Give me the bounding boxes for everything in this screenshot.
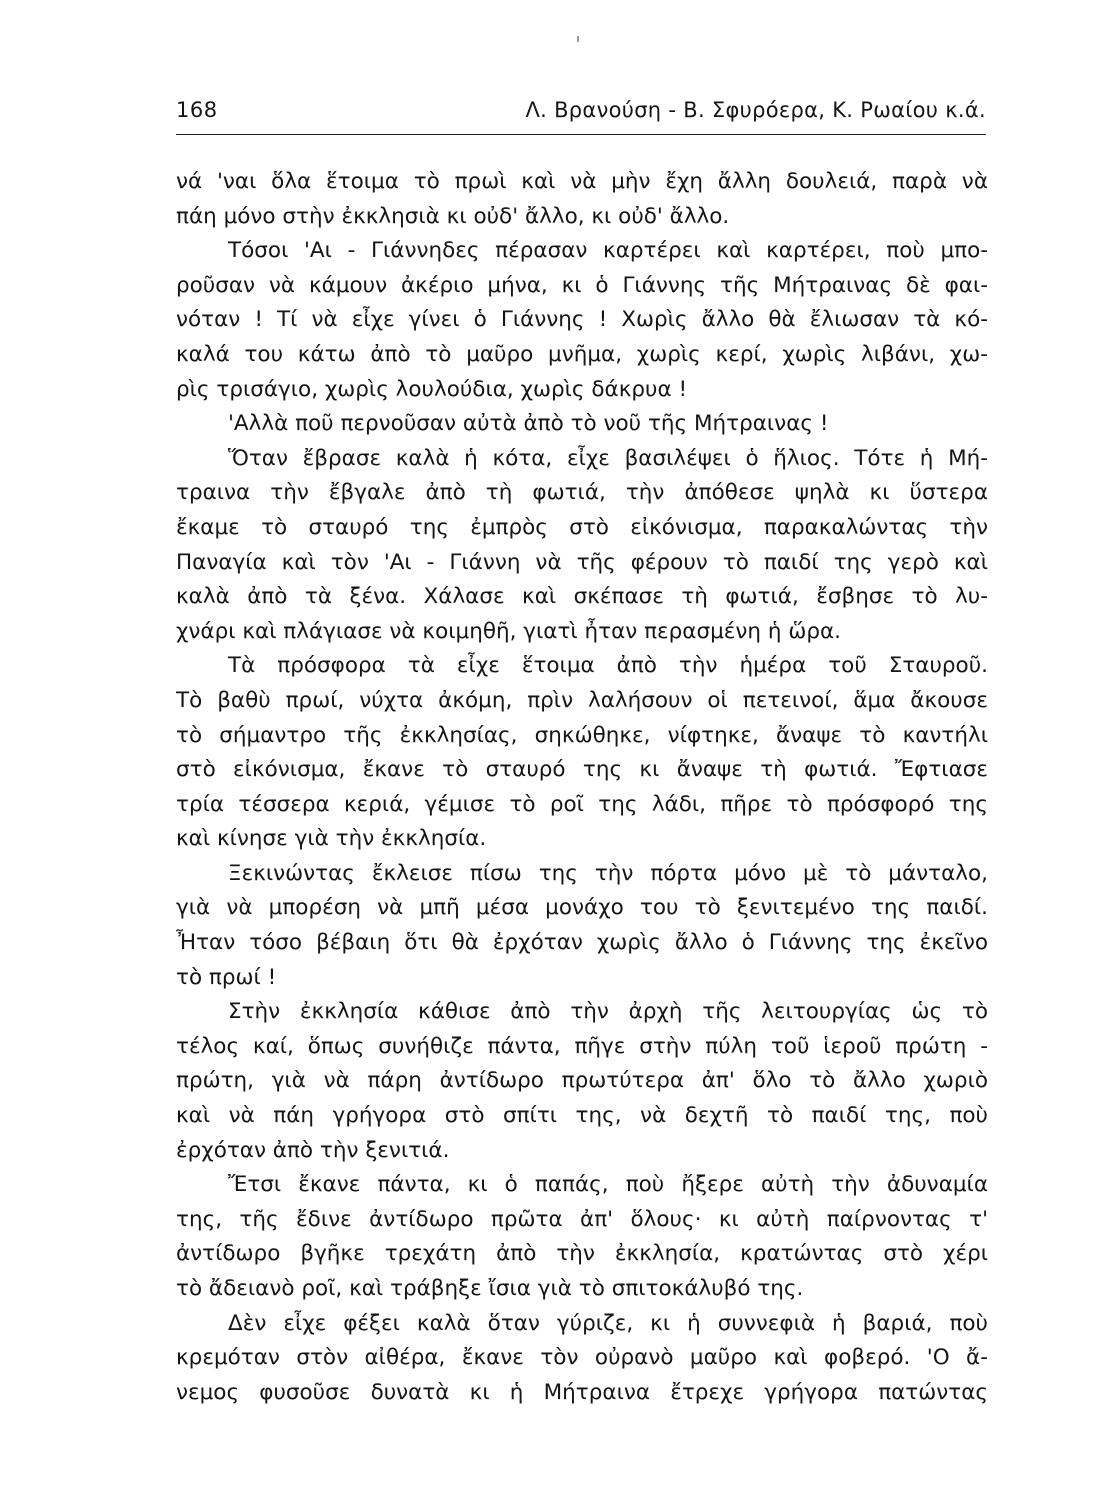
text-line: Παναγία καὶ τὸν 'Αι - Γιάννη νὰ τῆς φέρουν τὸ παιδί της γερὸ καὶ bbox=[176, 549, 988, 575]
body-text bbox=[176, 165, 988, 1410]
text-line: Τόσοι 'Αι - Γιάννηδες πέρασαν καρτέρει καὶ καρτέρει, ποὺ μπο- bbox=[228, 238, 988, 264]
text-line: Ἔτσι ἔκανε πάντα, κι ὁ παπάς, ποὺ ἤξερε αὐτὴ τὴν ἀδυναμία bbox=[228, 1172, 988, 1198]
text-line: γιὰ νὰ μπορέση νὰ μπῆ μέσα μονάχο του τὸ ξενιτεμένο της παιδί. bbox=[176, 895, 988, 921]
text-line: Τὸ βαθὺ πρωί, νύχτα ἀκόμη, πρὶν λαλήσουν οἱ πετεινοί, ἅμα ἄκουσε bbox=[176, 687, 988, 713]
text-line: ροῦσαν νὰ κάμουν ἀκέριο μήνα, κι ὁ Γιάννης τῆς Μήτραινας δὲ φαι- bbox=[176, 272, 988, 298]
text-line: κρεμόταν στὸν αἰθέρα, ἔκανε τὸν οὐρανὸ μαῦρο καὶ φοβερό. 'Ο ἄ- bbox=[176, 1345, 988, 1371]
text-line: καὶ νὰ πάη γρήγορα στὸ σπίτι της, νὰ δεχτῆ τὸ παιδί της, ποὺ bbox=[176, 1103, 988, 1129]
text-line: ἀντίδωρο βγῆκε τρεχάτη ἀπὸ τὴν ἐκκλησία, κρατώντας στὸ χέρι bbox=[176, 1241, 988, 1267]
text-line: Τὰ πρόσφορα τὰ εἶχε ἕτοιμα ἀπὸ τὴν ἡμέρα τοῦ Σταυροῦ. bbox=[228, 653, 988, 679]
text-line: τέλος καί, ὅπως συνήθιζε πάντα, πῆγε στὴν πύλη τοῦ ἱεροῦ πρώτη - bbox=[176, 1033, 988, 1059]
text-line: τὸ σήμαντρο τῆς ἐκκλησίας, σηκώθηκε, νίφτηκε, ἄναψε τὸ καντήλι bbox=[176, 722, 988, 748]
text-line: ἔκαμε τὸ σταυρό της ἐμπρὸς στὸ εἰκόνισμα, παρακαλώντας τὴν bbox=[176, 514, 988, 540]
page-number: 168 bbox=[176, 98, 218, 122]
text-line: πάη μόνο στὴν ἐκκλησιὰ κι οὐδ' ἄλλο, κι οὐδ' ἄλλο. bbox=[176, 203, 730, 229]
paragraph bbox=[176, 165, 988, 234]
paragraph bbox=[176, 649, 988, 857]
text-line: ἐρχόταν ἀπὸ τὴν ξενιτιά. bbox=[176, 1137, 450, 1163]
page-header bbox=[176, 96, 986, 132]
paragraph bbox=[176, 995, 988, 1168]
text-line: τραινα τὴν ἔβγαλε ἀπὸ τὴ φωτιά, τὴν ἀπόθεσε ψηλὰ κι ὕστερα bbox=[176, 480, 988, 506]
text-line: Δὲν εἶχε φέξει καλὰ ὅταν γύριζε, κι ἡ συννεφιὰ ἡ βαριά, ποὺ bbox=[228, 1310, 988, 1336]
text-line: τρία τέσσερα κεριά, γέμισε τὸ ροῖ της λάδι, πῆρε τὸ πρόσφορό της bbox=[176, 791, 988, 817]
text-line: καὶ κίνησε γιὰ τὴν ἐκκλησία. bbox=[176, 826, 487, 852]
text-line: Ξεκινώντας ἔκλεισε πίσω της τὴν πόρτα μόνο μὲ τὸ μάνταλο, bbox=[228, 860, 988, 886]
paragraph bbox=[176, 1168, 988, 1306]
text-line: Στὴν ἐκκλησία κάθισε ἀπὸ τὴν ἀρχὴ τῆς λειτουργίας ὡς τὸ bbox=[228, 999, 988, 1025]
paragraph bbox=[176, 442, 988, 650]
text-line: Ἦταν τόσο βέβαιη ὅτι θὰ ἐρχόταν χωρὶς ἄλλο ὁ Γιάννης της ἐκεῖνο bbox=[176, 930, 988, 956]
text-line: καλά του κάτω ἀπὸ τὸ μαῦρο μνῆμα, χωρὶς κερί, χωρὶς λιβάνι, χω- bbox=[176, 341, 988, 367]
text-line: στὸ εἰκόνισμα, ἔκανε τὸ σταυρό της κι ἄναψε τὴ φωτιά. Ἔφτιασε bbox=[176, 757, 988, 783]
text-line: νά 'ναι ὅλα ἕτοιμα τὸ πρωὶ καὶ νὰ μὴν ἔχη ἄλλη δουλειά, παρὰ νὰ bbox=[176, 169, 988, 194]
text-line: νόταν ! Τί νὰ εἶχε γίνει ὁ Γιάννης ! Χωρὶς ἄλλο θὰ ἔλιωσαν τὰ κό- bbox=[176, 307, 988, 333]
text-line: καλὰ ἀπὸ τὰ ξένα. Χάλασε καὶ σκέπασε τὴ φωτιά, ἔσβησε τὸ λυ- bbox=[176, 584, 988, 610]
text-line: τὸ πρωί ! bbox=[176, 964, 277, 990]
text-line: νεμος φυσοῦσε δυνατὰ κι ἡ Μήτραινα ἔτρεχε γρήγορα πατώντας bbox=[176, 1379, 988, 1405]
paragraph bbox=[176, 234, 988, 407]
text-line: ρὶς τρισάγιο, χωρὶς λουλούδια, χωρὶς δάκρυα ! bbox=[176, 376, 688, 402]
running-head: Λ. Βρανούση - Β. Σφυρόερα, Κ. Ρωαίου κ.ά. bbox=[525, 98, 986, 122]
text-line: της, τῆς ἔδινε ἀντίδωρο πρῶτα ἀπ' ὅλους· κι αὐτὴ παίρνοντας τ' bbox=[176, 1206, 988, 1232]
text-line: πρώτη, γιὰ νὰ πάρη ἀντίδωρο πρωτύτερα ἀπ' ὅλο τὸ ἄλλο χωριὸ bbox=[176, 1068, 988, 1094]
scan-speck bbox=[577, 36, 579, 42]
text-line: χνάρι καὶ πλάγιασε νὰ κοιμηθῆ, γιατὶ ἦταν περασμένη ἡ ὥρα. bbox=[176, 618, 841, 644]
header-rule bbox=[176, 134, 986, 135]
paragraph bbox=[176, 1307, 988, 1411]
paragraph bbox=[176, 857, 988, 995]
text-line: τὸ ἄδειανὸ ροῖ, καὶ τράβηξε ἴσια γιὰ τὸ σπιτοκάλυβό της. bbox=[176, 1276, 804, 1301]
text-line: 'Αλλὰ ποῦ περνοῦσαν αὐτὰ ἀπὸ τὸ νοῦ τῆς Μήτραινας ! bbox=[228, 411, 829, 437]
paragraph bbox=[176, 407, 988, 442]
text-line: Ὅταν ἔβρασε καλὰ ἡ κότα, εἶχε βασιλέψει ὁ ἥλιος. Τότε ἡ Μή- bbox=[228, 445, 988, 471]
